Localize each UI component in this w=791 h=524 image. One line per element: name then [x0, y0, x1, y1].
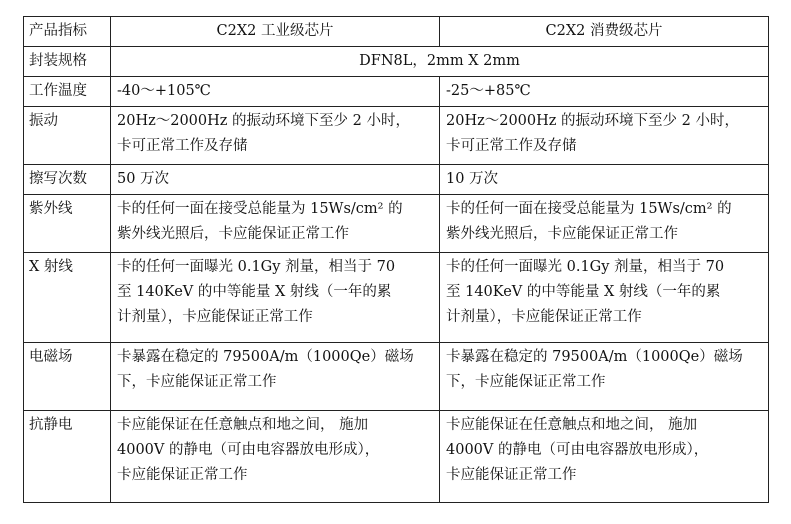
xray-industrial: 卡的任何一面曝光 0.1Gy 剂量，相当于 70 至 140KeV 的中等能量 X 射线（一年的累 计剂量），卡应能保证正常工作: [111, 253, 440, 343]
package-value: DFN8L，2mm X 2mm: [111, 47, 769, 77]
table-row-temperature: [24, 77, 769, 107]
esd-industrial: 卡应能保证在任意触点和地之间， 施加 4000V 的静电（可由电容器放电形成）， 卡应能保证正常工作: [111, 411, 440, 503]
vibration-industrial: 20Hz～2000Hz 的振动环境下至少 2 小时， 卡可正常工作及存储: [111, 107, 440, 165]
row-label-uv: 紫外线: [24, 195, 111, 253]
row-label-write-cycles: 擦写次数: [24, 165, 111, 195]
table-header-row: [24, 17, 769, 47]
header-spec-label: 产品指标: [24, 17, 111, 47]
table-row-esd: [24, 411, 769, 503]
write-cycles-industrial: 50 万次: [111, 165, 440, 195]
header-industrial-chip: C2X2 工业级芯片: [111, 17, 440, 47]
row-label-magnetic-field: 电磁场: [24, 343, 111, 411]
row-label-xray: X 射线: [24, 253, 111, 343]
vibration-consumer: 20Hz～2000Hz 的振动环境下至少 2 小时， 卡可正常工作及存储: [440, 107, 769, 165]
table-row-write-cycles: [24, 165, 769, 195]
temperature-consumer: -25～+85℃: [440, 77, 769, 107]
magnetic-field-industrial: 卡暴露在稳定的 79500A/m（1000Qe）磁场 下，卡应能保证正常工作: [111, 343, 440, 411]
row-label-temperature: 工作温度: [24, 77, 111, 107]
row-label-esd: 抗静电: [24, 411, 111, 503]
row-label-package: 封装规格: [24, 47, 111, 77]
write-cycles-consumer: 10 万次: [440, 165, 769, 195]
xray-consumer: 卡的任何一面曝光 0.1Gy 剂量，相当于 70 至 140KeV 的中等能量 X 射线（一年的累 计剂量），卡应能保证正常工作: [440, 253, 769, 343]
table-row-package: [24, 47, 769, 77]
table-row-vibration: [24, 107, 769, 165]
row-label-vibration: 振动: [24, 107, 111, 165]
uv-consumer: 卡的任何一面在接受总能量为 15Ws/cm² 的 紫外线光照后，卡应能保证正常工作: [440, 195, 769, 253]
uv-industrial: 卡的任何一面在接受总能量为 15Ws/cm² 的 紫外线光照后，卡应能保证正常工作: [111, 195, 440, 253]
esd-consumer: 卡应能保证在任意触点和地之间， 施加 4000V 的静电（可由电容器放电形成）， 卡应能保证正常工作: [440, 411, 769, 503]
magnetic-field-consumer: 卡暴露在稳定的 79500A/m（1000Qe）磁场 下，卡应能保证正常工作: [440, 343, 769, 411]
table-row-magnetic-field: [24, 343, 769, 411]
header-consumer-chip: C2X2 消费级芯片: [440, 17, 769, 47]
spec-comparison-table: [23, 16, 769, 503]
table-row-uv: [24, 195, 769, 253]
temperature-industrial: -40～+105℃: [111, 77, 440, 107]
table-row-xray: [24, 253, 769, 343]
